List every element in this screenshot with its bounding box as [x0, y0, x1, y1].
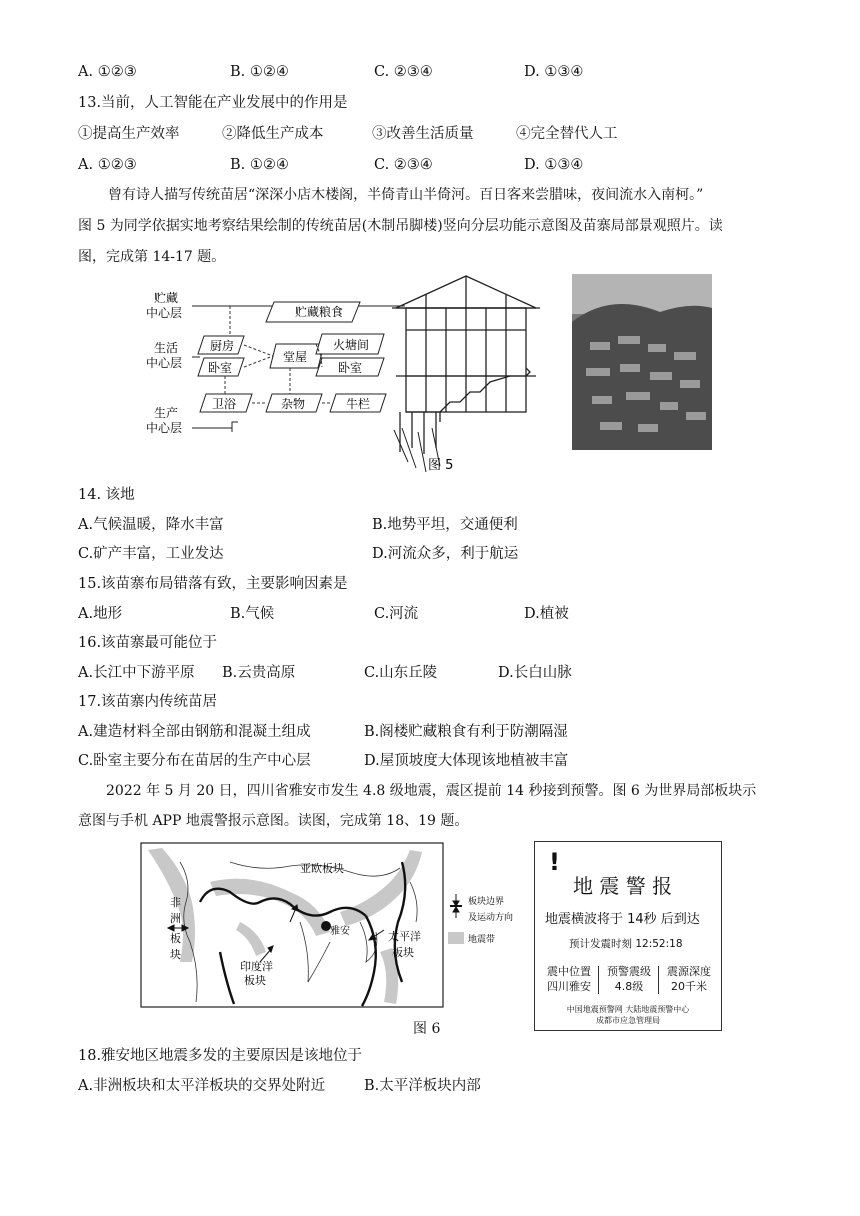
legend-belt-swatch	[448, 932, 464, 944]
layer-living-label: 生活中心层	[146, 341, 183, 370]
alert-epicenter	[541, 964, 597, 994]
box-cattle-pen: 牛栏	[346, 397, 371, 411]
label-indian-plate-1: 印度洋	[240, 960, 273, 973]
alert-magnitude-value: 4.8级	[614, 980, 644, 993]
q17-stem: 17.该苗寨内传统苗居	[78, 694, 218, 710]
layer-storage-label: 贮藏中心层	[146, 291, 183, 320]
label-africa-2: 洲	[170, 912, 181, 925]
alert-epicenter-value: 四川雅安	[547, 980, 591, 993]
alert-depth	[661, 964, 717, 994]
q12-option-d: D. ①③④	[524, 64, 584, 80]
alert-magnitude	[601, 964, 657, 994]
earthquake-alert-card	[534, 841, 722, 1031]
figure-6-caption: 图 6	[413, 1021, 441, 1037]
figure-5	[140, 272, 715, 478]
label-pacific-plate-2: 板块	[392, 946, 414, 959]
label-yaan: 雅安	[330, 926, 350, 937]
village-photo	[572, 274, 712, 450]
q16-stem: 16.该苗寨最可能位于	[78, 635, 218, 651]
passage2-line2: 意图与手机 APP 地震警报示意图。读图，完成第 18、19 题。	[78, 813, 469, 829]
legend-belt: 地震带	[468, 935, 496, 945]
passage1-line3: 图，完成第 14-17 题。	[78, 249, 226, 265]
alert-magnitude-label: 预警震级	[607, 965, 651, 978]
q14-option-d: D.河流众多，利于航运	[372, 546, 519, 562]
q18-option-a: A.非洲板块和太平洋板块的交界处附近	[78, 1078, 326, 1094]
q17-option-a: A.建造材料全部由钢筋和混凝土组成	[78, 724, 311, 740]
alert-footer-line2: 成都市应急管理局	[596, 1016, 660, 1025]
alert-footer	[535, 1004, 721, 1026]
figure-5-caption: 图 5	[428, 458, 454, 473]
q17-option-c: C.卧室主要分布在苗居的生产中心层	[78, 753, 311, 769]
q13-stem: 13.当前，人工智能在产业发展中的作用是	[78, 95, 348, 111]
q17-option-b: B.阁楼贮藏粮食有利于防潮隔湿	[364, 724, 568, 740]
legend-boundary-line2: 及运动方向	[468, 913, 514, 923]
q16-option-d: D.长白山脉	[498, 665, 572, 681]
label-indian-plate-2: 板块	[244, 974, 266, 987]
q15-option-b: B.气候	[230, 606, 275, 622]
q16-option-a: A.长江中下游平原	[78, 665, 195, 681]
alert-mark: !	[549, 848, 560, 876]
stilt-house-drawing	[392, 276, 540, 454]
q17-option-d: D.屋顶坡度大体现该地植被丰富	[364, 753, 569, 769]
alert-title: 地 震 警 报	[573, 874, 673, 898]
map-legend	[446, 890, 526, 960]
alert-time: 预计发震时刻 12:52:18	[569, 938, 683, 950]
alert-footer-line1: 中国地震预警网 大陆地震预警中心	[566, 1005, 690, 1014]
box-hall: 堂屋	[283, 350, 308, 364]
q13-item-3: ③改善生活质量	[372, 126, 474, 142]
q14-stem: 14. 该地	[78, 487, 135, 503]
alert-depth-label: 震源深度	[667, 965, 711, 978]
box-fire-room: 火塘间	[333, 338, 370, 352]
layer-production-label: 生产中心层	[146, 406, 183, 435]
q12-option-b: B. ①②④	[230, 64, 289, 80]
box-storage-grain: 贮藏粮食	[295, 305, 344, 319]
q16-option-c: C.山东丘陵	[364, 665, 438, 681]
q15-option-a: A.地形	[78, 606, 123, 622]
label-africa-4: 块	[170, 948, 181, 961]
box-bath: 卫浴	[212, 397, 237, 411]
q13-item-4: ④完全替代人工	[516, 126, 618, 142]
q12-option-a: A. ①②③	[78, 64, 137, 80]
q15-option-d: D.植被	[524, 606, 569, 622]
q13-item-2: ②降低生产成本	[222, 126, 324, 142]
alert-wave-text: 地震横波将于 14秒 后到达	[545, 912, 700, 927]
label-africa-1: 非	[170, 896, 181, 909]
q18-stem: 18.雅安地区地震多发的主要原因是该地位于	[78, 1048, 363, 1064]
box-bedroom-left: 卧室	[208, 361, 233, 375]
label-pacific-plate-1: 太平洋	[388, 930, 421, 943]
q13-option-c: C. ②③④	[374, 157, 433, 173]
q14-option-b: B.地势平坦，交通便利	[372, 517, 518, 533]
label-eurasia-plate: 亚欧板块	[300, 862, 344, 875]
q14-option-c: C.矿产丰富，工业发达	[78, 546, 224, 562]
passage1-line1: 曾有诗人描写传统苗居“深深小店木楼阁，半倚青山半倚河。百日客来尝腊味，夜间流水入南柯。”	[108, 187, 704, 203]
q13-option-a: A. ①②③	[78, 157, 137, 173]
box-misc: 杂物	[281, 397, 306, 411]
alert-epicenter-label: 震中位置	[547, 965, 591, 978]
q13-option-b: B. ①②④	[230, 157, 289, 173]
q16-option-b: B.云贵高原	[222, 665, 296, 681]
q13-option-d: D. ①③④	[524, 157, 584, 173]
q14-option-a: A.气候温暖，降水丰富	[78, 517, 224, 533]
q15-stem: 15.该苗寨布局错落有致，主要影响因素是	[78, 576, 348, 592]
label-africa-3: 板	[170, 932, 181, 945]
passage2-line1: 2022 年 5 月 20 日，四川省雅安市发生 4.8 级地震，震区提前 14 秒接到预警。图 6 为世界局部板块示	[106, 783, 757, 799]
box-bedroom-right: 卧室	[338, 361, 363, 375]
passage1-line2: 图 5 为同学依据实地考察结果绘制的传统苗居(木制吊脚楼)竖向分层功能示意图及苗寨局部景观照片。读	[78, 218, 723, 234]
q13-item-1: ①提高生产效率	[78, 126, 180, 142]
alert-depth-value: 20千米	[671, 980, 707, 993]
q12-option-c: C. ②③④	[374, 64, 433, 80]
legend-boundary-line1: 板块边界	[468, 897, 505, 907]
plate-map	[140, 842, 450, 1018]
box-kitchen: 厨房	[210, 339, 235, 353]
q15-option-c: C.河流	[374, 606, 419, 622]
q18-option-b: B.太平洋板块内部	[364, 1078, 481, 1094]
